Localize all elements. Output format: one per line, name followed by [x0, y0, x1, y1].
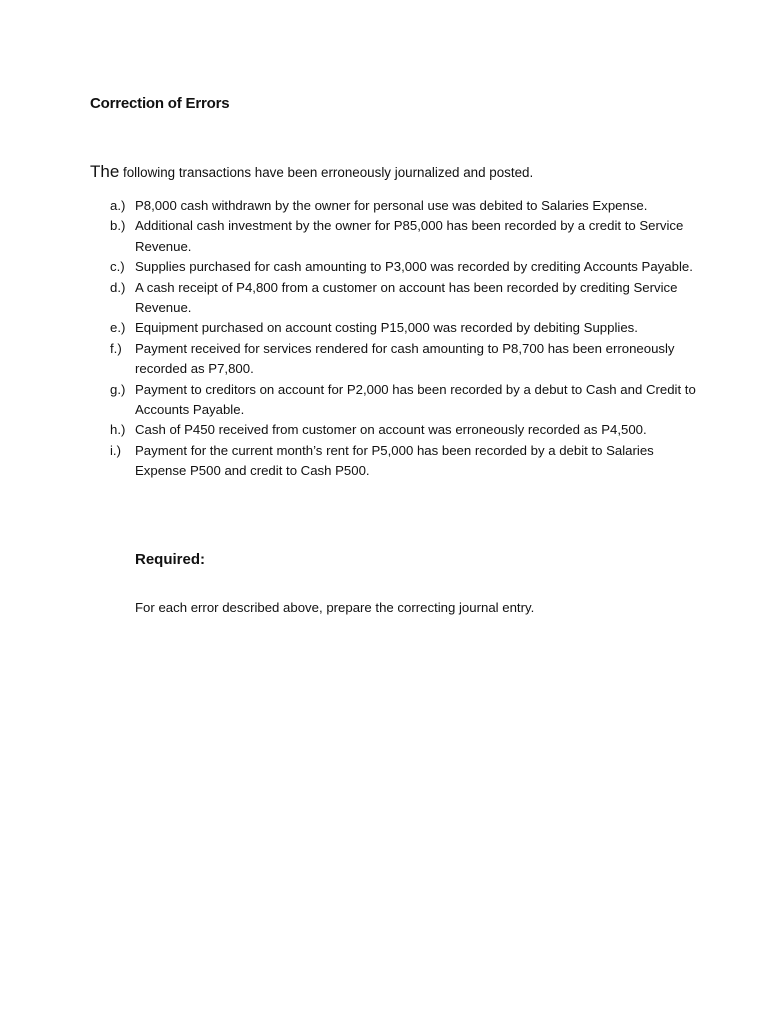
list-item-marker: f.): [110, 340, 122, 356]
list-item-text: P8,000 cash withdrawn by the owner for personal use was debited to Salaries Expense.: [135, 198, 648, 213]
list-item-text: Payment for the current month’s rent for P5,000 has been recorded by a debit to Salaries Expense P500 and credit to Cash P500.: [135, 442, 654, 479]
list-item: [110, 380, 700, 421]
intro-text: following transactions have been erroneously journalized and posted.: [119, 165, 534, 180]
list-item-text: Equipment purchased on account costing P15,000 was recorded by debiting Supplies.: [135, 320, 638, 336]
list-item: [110, 420, 700, 440]
list-item-marker: d.): [110, 279, 126, 295]
list-item-text: Supplies purchased for cash amounting to P3,000 was recorded by crediting Accounts Payable.: [135, 259, 693, 275]
list-item-text: Payment to creditors on account for P2,000 has been recorded by a debut to Cash and Credit to Accounts Payable.: [135, 381, 696, 418]
list-item-marker: g.): [110, 381, 126, 397]
instruction-text: For each error described above, prepare the correcting journal entry.: [135, 600, 535, 615]
transaction-list: [110, 196, 700, 482]
list-item: [110, 318, 700, 338]
list-item: [110, 278, 700, 319]
list-item-text: Additional cash investment by the owner for P85,000 has been recorded by a credit to Service Revenue.: [135, 218, 684, 254]
list-item: [110, 257, 700, 277]
list-item-marker: h.): [110, 422, 126, 438]
intro-paragraph: [90, 162, 533, 183]
page-title: Correction of Errors: [90, 95, 230, 112]
list-item-marker: c.): [110, 259, 125, 275]
required-heading: Required:: [135, 551, 206, 568]
list-item-marker: e.): [110, 320, 126, 336]
list-item-text: A cash receipt of P4,800 from a customer on account has been recorded by crediting Service Revenue.: [135, 279, 678, 316]
list-item: [110, 441, 700, 482]
list-item: [110, 196, 700, 216]
list-item-marker: a.): [110, 198, 126, 213]
list-item-text: Cash of P450 received from customer on account was erroneously recorded as P4,500.: [135, 422, 647, 438]
list-item-text: Payment received for services rendered for cash amounting to P8,700 has been erroneously recorded as P7,800.: [135, 340, 675, 377]
list-item: [110, 339, 700, 380]
list-item-marker: i.): [110, 442, 121, 458]
list-item: [110, 216, 700, 257]
list-item-marker: b.): [110, 218, 126, 234]
intro-first-word: The: [90, 162, 120, 181]
